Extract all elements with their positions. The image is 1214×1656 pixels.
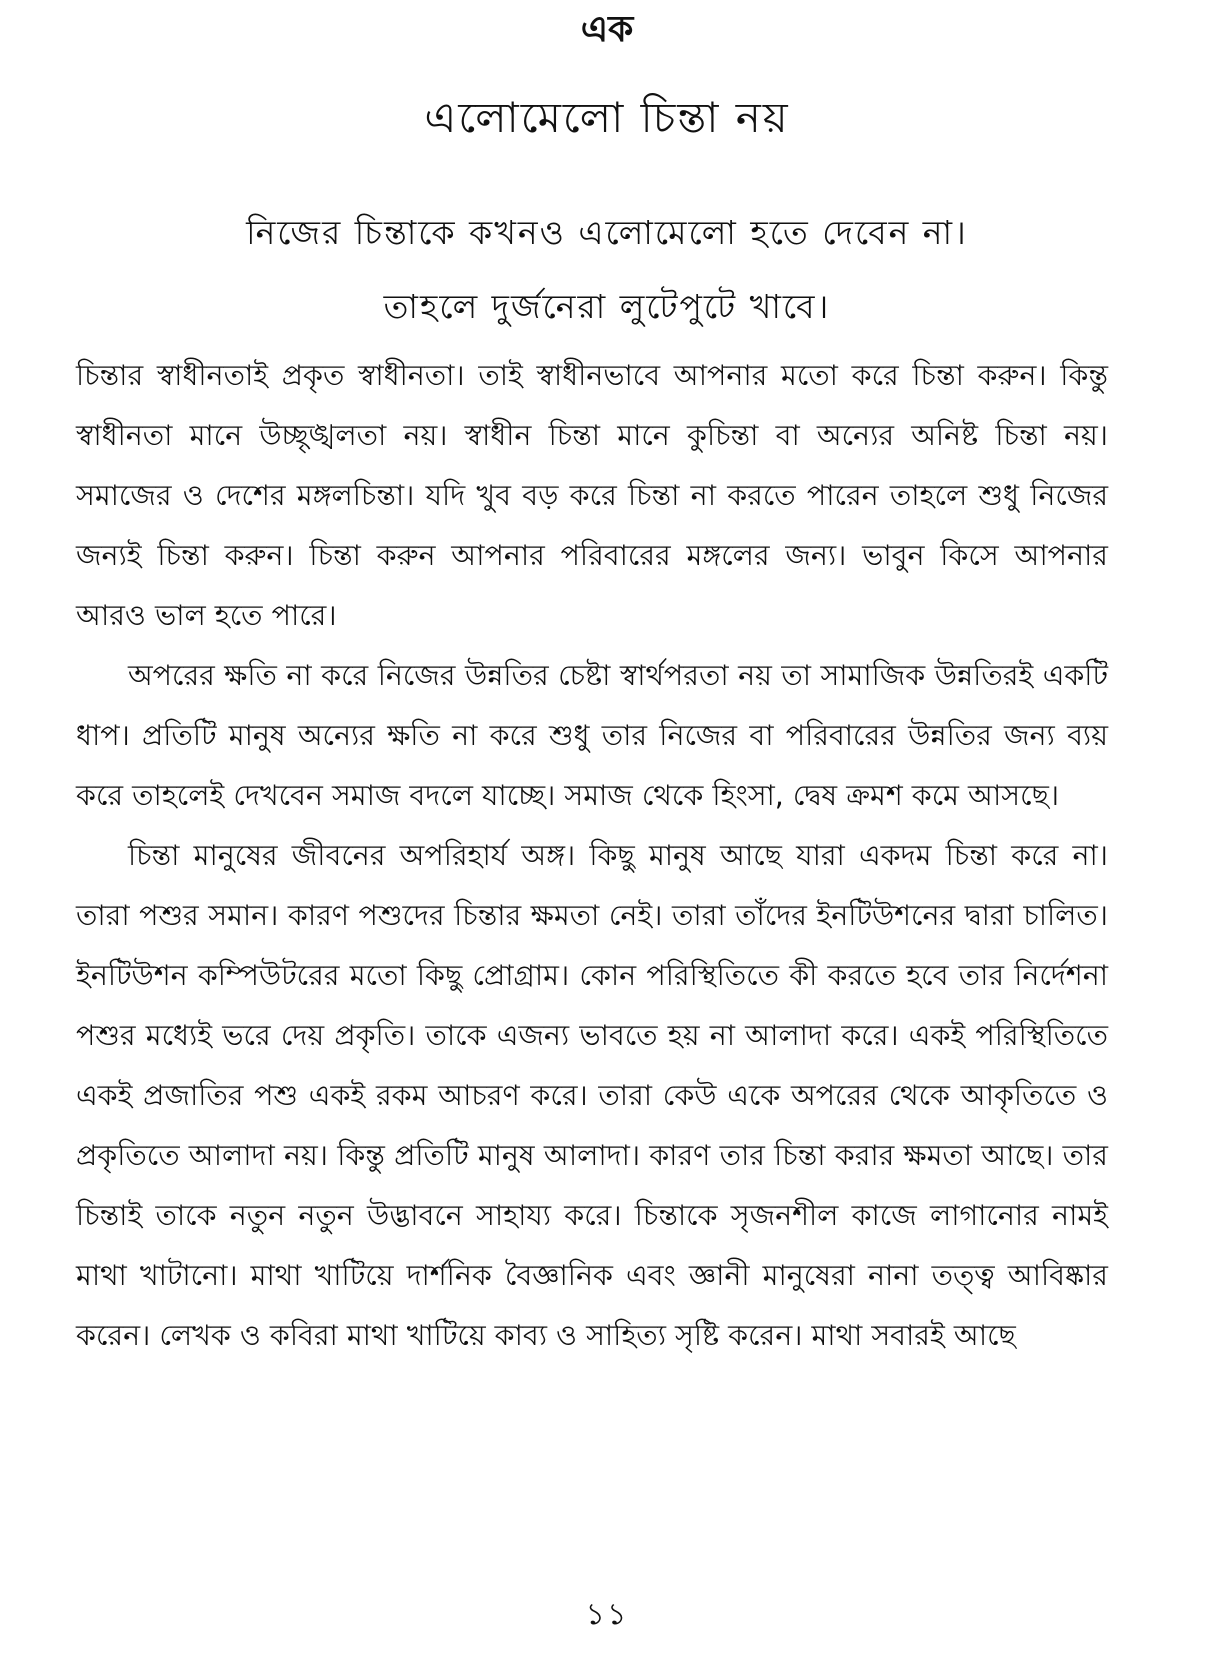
epigraph-line-2: তাহলে দুর্জনেরা লুটেপুটে খাবে। bbox=[383, 287, 831, 326]
epigraph-line-1: নিজের চিন্তাকে কখনও এলোমেলো হতে দেবেন না। bbox=[246, 213, 968, 252]
paragraph-2: অপরের ক্ষতি না করে নিজের উন্নতির চেষ্টা স্বার্থপরতা নয় তা সামাজিক উন্নতিরই একটি ধাপ। প্রতিটি মানুষ অন্যের ক্ষতি না করে শুধু তার নিজের বা পরিবারের উন্নতির জন্য ব্যয় করে তাহলেই দেখবেন সমাজ বদলে যাচ্ছে। সমাজ থেকে হিংসা, দ্বেষ ক্রমশ কমে আসছে। bbox=[76, 659, 1108, 812]
epigraph bbox=[60, 196, 1154, 344]
body-text bbox=[76, 346, 1108, 1366]
chapter-title: এলোমেলো চিন্তা নয় bbox=[424, 93, 790, 142]
page-number: ১১ bbox=[585, 1597, 629, 1632]
paragraph-3: চিন্তা মানুষের জীবনের অপরিহার্য অঙ্গ। কিছু মানুষ আছে যারা একদম চিন্তা করে না। তারা পশুর সমান। কারণ পশুদের চিন্তার ক্ষমতা নেই। তারা তাঁদের ইনটিউশনের দ্বারা চালিত। ইনটিউশন কম্পিউটরের মতো কিছু প্রোগ্রাম। কোন পরিস্থিতিতে কী করতে হবে তার নির্দেশনা পশুর মধ্যেই ভরে দেয় প্রকৃতি। তাকে এজন্য ভাবতে হয় না আলাদা করে। একই পরিস্থিতিতে একই প্রজাতির পশু একই রকম আচরণ করে। তারা কেউ একে অপরের থেকে আকৃতিতে ও প্রকৃতিতে আলাদা নয়। কিন্তু প্রতিটি মানুষ আলাদা। কারণ তার চিন্তা করার ক্ষমতা আছে। তার চিন্তাই তাকে নতুন নতুন উদ্ভাবনে সাহায্য করে। চিন্তাকে সৃজনশীল কাজে লাগানোর নামই মাথা খাটানো। মাথা খাটিয়ে দার্শনিক বৈজ্ঞানিক এবং জ্ঞানী মানুষেরা নানা তত্ত্ব আবিষ্কার করেন। লেখক ও কবিরা মাথা খাটিয়ে কাব্য ও সাহিত্য সৃষ্টি করেন। মাথা সবারই আছে bbox=[76, 839, 1108, 1352]
paragraph-1: চিন্তার স্বাধীনতাই প্রকৃত স্বাধীনতা। তাই স্বাধীনভাবে আপনার মতো করে চিন্তা করুন। কিন্তু স্বাধীনতা মানে উচ্ছৃঙ্খলতা নয়। স্বাধীন চিন্তা মানে কুচিন্তা বা অন্যের অনিষ্ট চিন্তা নয়। সমাজের ও দেশের মঙ্গলচিন্তা। যদি খুব বড় করে চিন্তা না করতে পারেন তাহলে শুধু নিজের জন্যই চিন্তা করুন। চিন্তা করুন আপনার পরিবারের মঙ্গলের জন্য। ভাবুন কিসে আপনার আরও ভাল হতে পারে। bbox=[76, 359, 1108, 632]
chapter-number: এক bbox=[580, 9, 634, 50]
